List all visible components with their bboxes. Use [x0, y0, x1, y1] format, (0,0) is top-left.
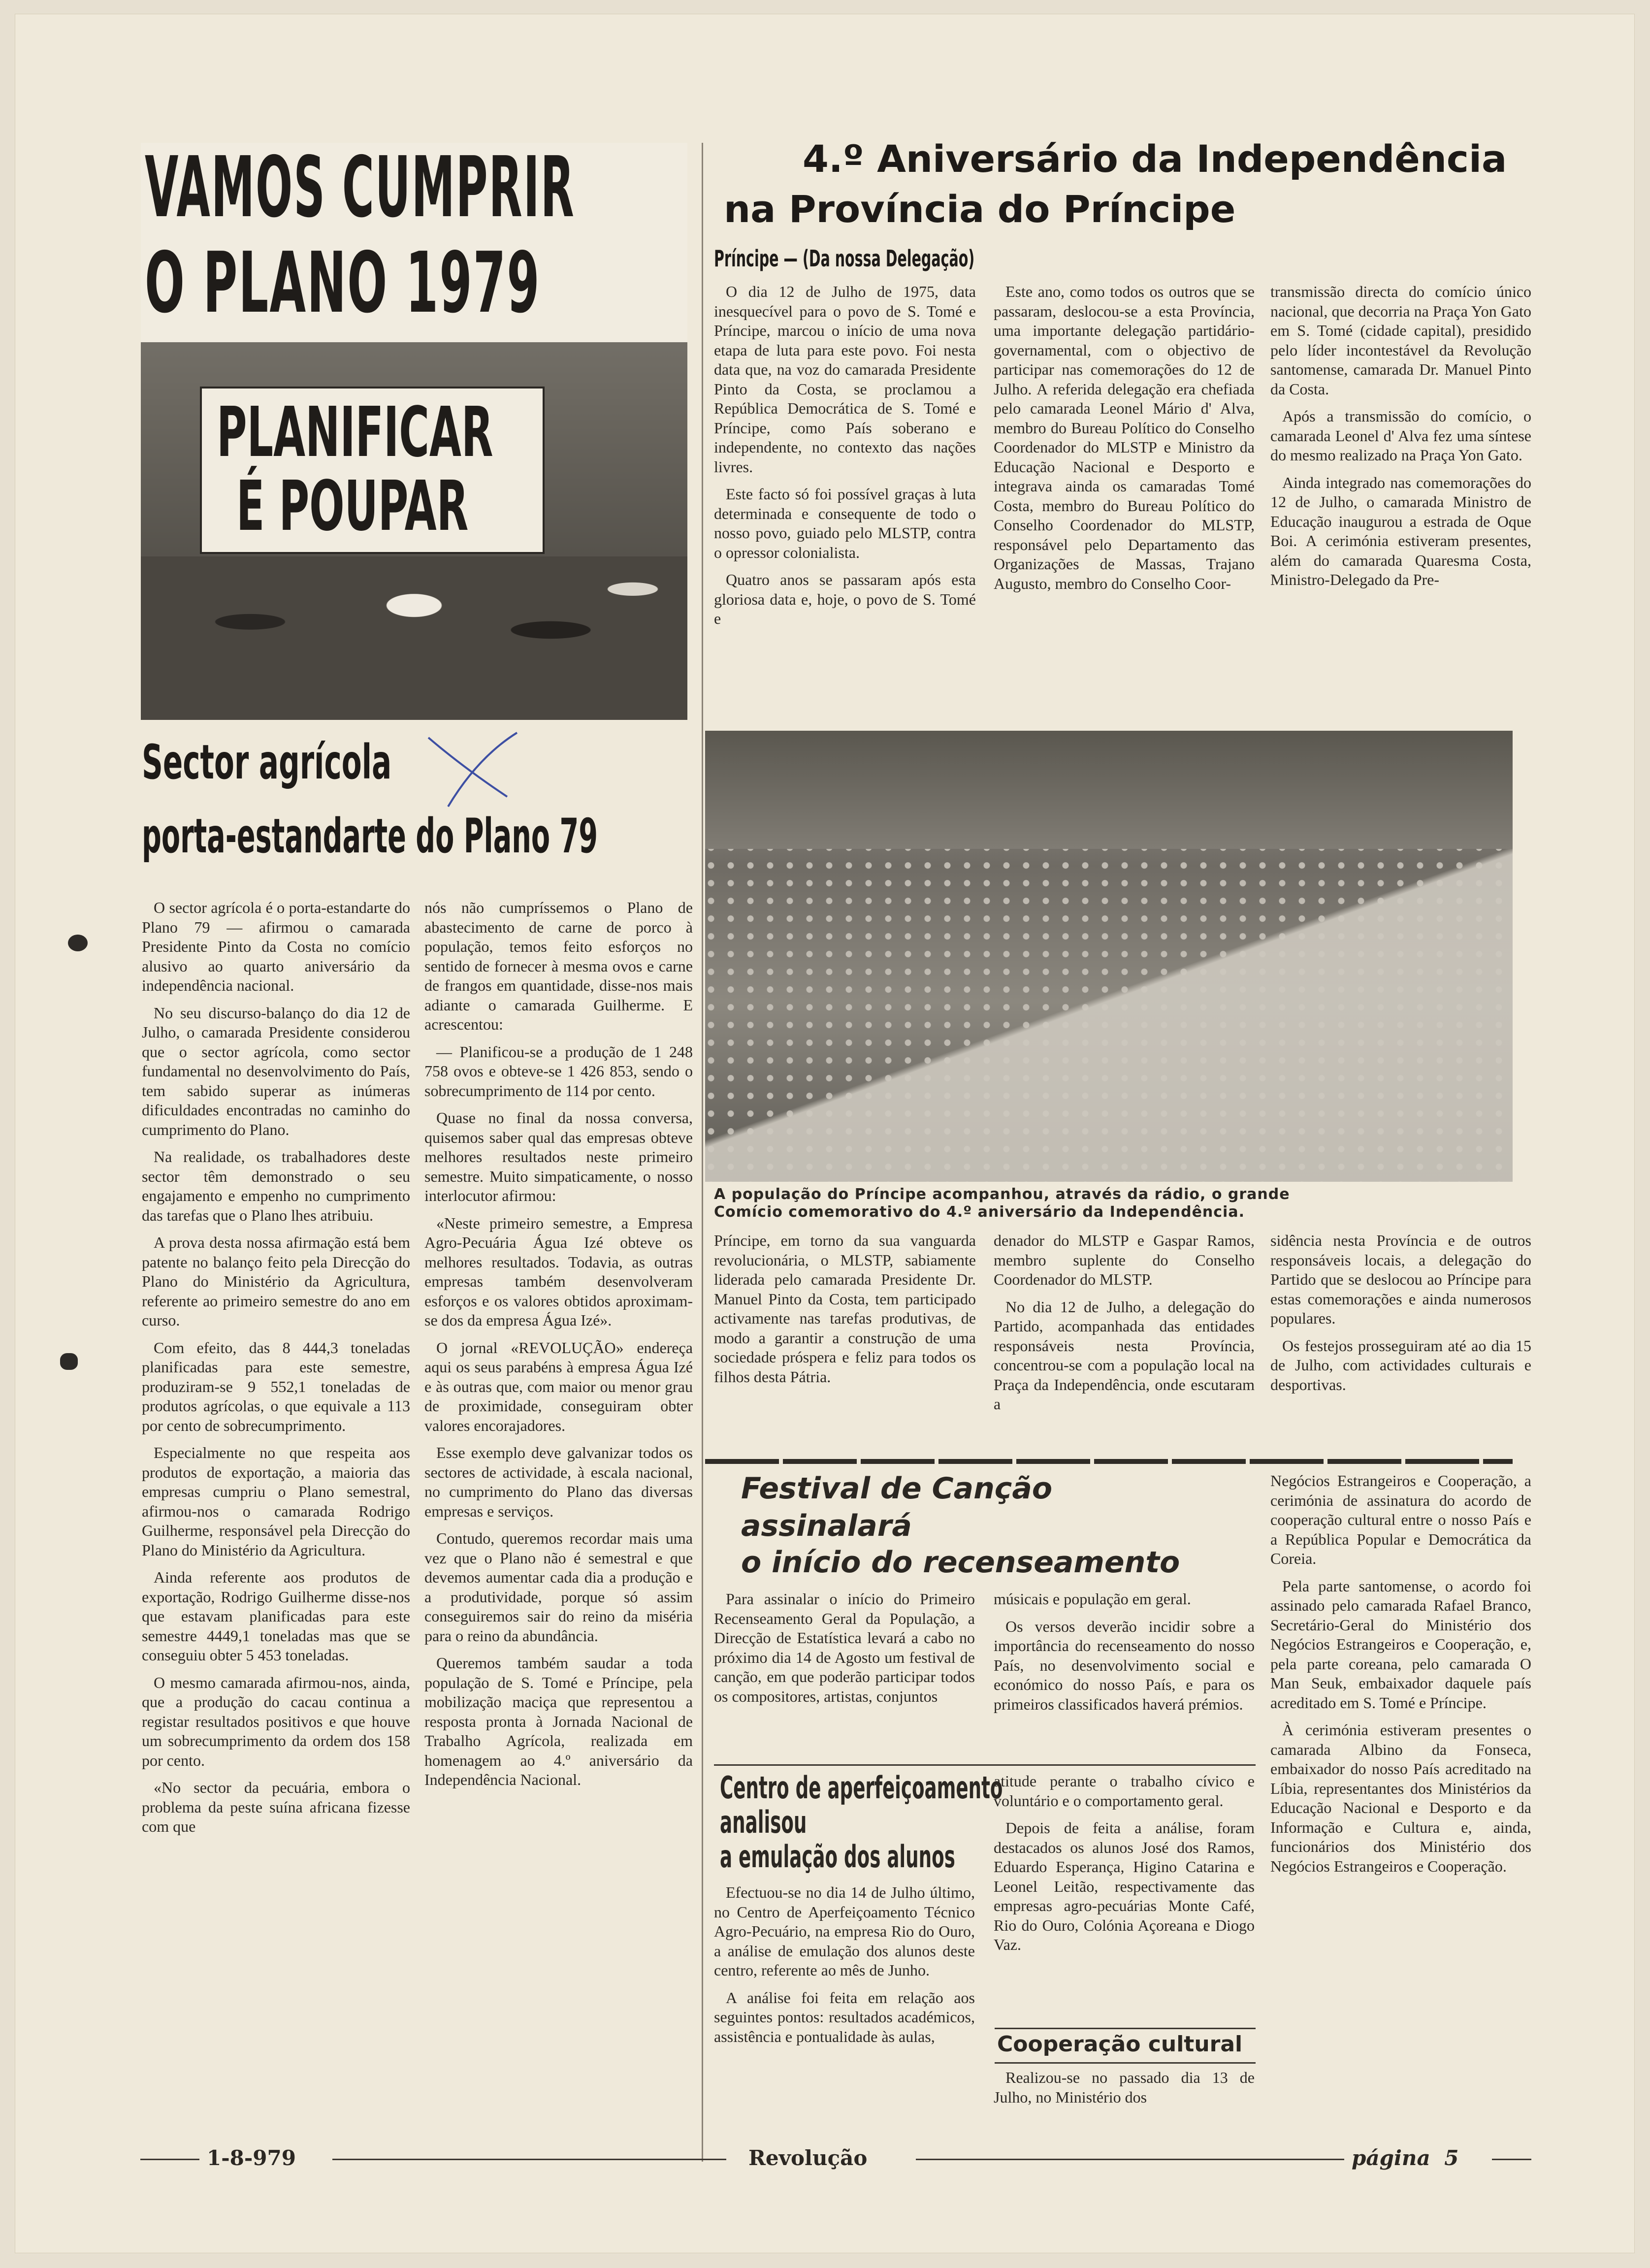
festival-headline-line2: assinalará	[741, 1509, 912, 1543]
binding-hole-lower	[60, 1353, 78, 1370]
sector-headline-line2: porta-estandarte do Plano 79	[142, 809, 598, 864]
footer-page-word: página	[1352, 2146, 1430, 2170]
newspaper-page	[15, 14, 1635, 2253]
paragraph: A análise foi feita em relação aos seguintes pontos: resultados académicos, assistência e pontualidade às aulas,	[714, 1988, 975, 2045]
aniversario-headline-line1: 4.º Aniversário da Independência	[803, 137, 1507, 181]
aniversario-bottom-column-2	[994, 1231, 1255, 1422]
photo-caption-line1: A população do Príncipe acompanhou, através da rádio, o grande	[714, 1186, 1290, 1203]
paragraph: Quase no final da nossa conversa, quisemos saber qual das empresas obteve melhores resultados neste primeiro semestre. Muito simpaticamente, o nosso interlocutor afirmou:	[424, 1109, 693, 1204]
aniversario-column-3	[1270, 282, 1531, 598]
centro-headline-line3: a emulação dos alunos	[720, 1839, 955, 1875]
cooperacao-column-right	[1270, 1471, 1531, 1884]
festival-headline-line1: Festival de Canção	[741, 1471, 1053, 1506]
paragraph: A prova desta nossa afirmação está bem patente no balanço feito pela Direcção do Plano do Ministério da Agricultura, referente ao primeiro semestre do ano em curso.	[142, 1233, 410, 1329]
paragraph: Para assinalar o início do Primeiro Recenseamento Geral da População, a Direcção de Estatística levará a cabo no próximo dia 14 de Agosto um festival de canção, em que poderão participar todos os compositores, artistas, conjuntos	[714, 1590, 975, 1705]
paragraph: Realizou-se no passado dia 13 de Julho, no Ministério dos	[994, 2069, 1255, 2106]
sector-column-2	[424, 898, 693, 1798]
festival-column-1	[714, 1589, 975, 1714]
paragraph: transmissão directa do comício único nacional, que decorria na Praça Yon Gato em S. Tomé (cidade capital), presidido pelo líder incontestável da Revolução santomense, camarada Dr. Manuel Pinto da Costa.	[1270, 283, 1531, 398]
photo-caption-line2: Comício comemorativo do 4.º aniversário da Independência.	[714, 1203, 1245, 1221]
cooperacao-rule-bottom	[995, 2062, 1256, 2064]
paragraph: nós não cumpríssemos o Plano de abastecimento de carne de porco à população, temos feito esforços no sentido de fornecer à mesma ovos e carne de frangos em quantidade, disse-nos mais adiante o camarada Guilherme. E acrescentou:	[424, 899, 693, 1033]
paragraph: No seu discurso-balanço do dia 12 de Julho, o camarada Presidente considerou que o sector agrícola, como sector fundamental no desenvolvimento do País, tem sabido superar as inúmeras dificuldades encontradas no caminho do cumprimento do Plano.	[142, 1004, 410, 1138]
cooperacao-headline: Cooperação cultural	[997, 2032, 1243, 2057]
paragraph: — Planificou-se a produção de 1 248 758 ovos e obteve-se 1 426 853, sendo o sobrecumprimento de 114 por cento.	[424, 1042, 693, 1100]
section-rule	[705, 1459, 1513, 1464]
paragraph: Os versos deverão incidir sobre a importância do recenseamento do nosso País, no desenvolvimento social e económico do nosso País, e para os primeiros classificados haverá prémios.	[994, 1617, 1255, 1713]
festival-headline-line3: o início do recenseamento	[741, 1545, 1180, 1580]
column-divider	[702, 143, 703, 2162]
crowd-silhouettes	[141, 556, 687, 720]
festival-rule	[714, 1764, 1256, 1766]
paragraph: O jornal «REVOLUÇÃO» endereça aqui os seus parabéns à empresa Água Izé e às outras que, com maior ou menor grau de proximidade, conseguiram obter valores encorajadores.	[424, 1338, 693, 1434]
aniversario-bottom-column-3	[1270, 1231, 1531, 1402]
paragraph: Efectuou-se no dia 14 de Julho último, no Centro de Aperfeiçoamento Técnico Agro-Pecuário, na empresa Rio do Ouro, a análise de emulação dos alunos deste centro, referente ao mês de Junho.	[714, 1883, 975, 1979]
footer-paper-name: Revolução	[748, 2146, 868, 2170]
festival-column-2	[994, 1589, 1255, 1722]
centro-column-2	[994, 1772, 1255, 1963]
cooperacao-rule-top	[995, 2028, 1256, 2029]
sign-vamos-cumprir	[141, 143, 687, 342]
paragraph: Príncipe, em torno da sua vanguarda revolucionária, o MLSTP, sabiamente liderada pelo camarada Presidente Dr. Manuel Pinto da Costa, tem participado activamente nas tarefas produtivas, de modo a garantir a construção de uma sociedade próspera e feliz para todos os filhos desta Pátria.	[714, 1231, 976, 1386]
paragraph: Quatro anos se passaram após esta gloriosa data e, hoje, o povo de S. Tomé e	[714, 571, 976, 627]
footer-date: 1-8-979	[207, 2146, 296, 2170]
photo-demonstration-signs	[141, 143, 687, 720]
sign-mid-line1: PLANIFICAR	[217, 392, 493, 473]
paragraph: Pela parte santomense, o acordo foi assinado pelo camarada Rafael Branco, Secretário-Geral do Ministério dos Negócios Estrangeiros e Cooperação, e, pela parte coreana, pelo camarada O Man Seuk, embaixador daquele país acreditado em S. Tomé e Príncipe.	[1270, 1577, 1531, 1712]
paragraph: À cerimónia estiveram presentes o camarada Albino da Fonseca, embaixador do nosso País acreditado na Líbia, representantes dos Ministérios da Educação Nacional e Desporto e da Informação e Cultura e, ainda, funcionários dos Ministério dos Negócios Estrangeiros e Cooperação.	[1270, 1721, 1531, 1875]
footer-page-label	[1352, 2146, 1459, 2170]
paragraph: músicais e população em geral.	[994, 1590, 1191, 1608]
footer-line-left	[140, 2159, 199, 2160]
footer-line-right	[1492, 2159, 1531, 2160]
sign-top-line1: VAMOS CUMPRIR	[145, 143, 575, 236]
paragraph: «No sector da pecuária, embora o problema da peste suína africana fizesse com que	[142, 1779, 410, 1835]
centro-headline-line2: analisou	[720, 1804, 807, 1840]
paragraph: O mesmo camarada afirmou-nos, ainda, que a produção do cacau continua a registar resultados positivos e que houve um sobrecumprimento da ordem dos 158 por cento.	[142, 1673, 410, 1769]
paragraph: Este ano, como todos os outros que se passaram, deslocou-se a esta Província, uma importante delegação partidário-governamental, com o objectivo de participar nas comemorações do 12 de Julho. A referida delegação era chefiada pelo camarada Leonel Mário d' Alva, membro do Bureau Político do Conselho Coordenador do MLSTP e Ministro da Educação Nacional e Desporto e integrava ainda os camaradas Tomé Costa, membro do Bureau Político do Conselho Coordenador do MLSTP, responsável pelo Departamento das Organizações de Massas, Trajano Augusto, membro do Conselho Coor-	[994, 283, 1255, 592]
paragraph: Este facto só foi possível graças à luta determinada e consequente de todo o nosso povo, guiado pelo MLSTP, contra o opressor colonialista.	[714, 485, 976, 561]
cooperacao-column-mid	[994, 2068, 1255, 2115]
sector-headline-line1: Sector agrícola	[142, 735, 392, 790]
centro-column-1	[714, 1883, 975, 2054]
paragraph: atitude perante o trabalho cívico e voluntário e o comportamento geral.	[994, 1772, 1255, 1810]
handwritten-mark-x	[419, 723, 527, 811]
aniversario-bottom-column-1	[714, 1231, 976, 1394]
paragraph: Ainda integrado nas comemorações do 12 de Julho, o camarada Ministro de Educação inaugurou a estrada de Oque Boi. A cerimónia estiveram presentes, além do camarada Quaresma Costa, Ministro-Delegado da Pre-	[1270, 473, 1531, 588]
sign-planificar	[200, 387, 545, 554]
paragraph: sidência nesta Província e de outros responsáveis locais, a delegação do Partido que se deslocou ao Príncipe para estas comemorações e ainda numerosos populares.	[1270, 1231, 1531, 1327]
aniversario-column-1	[714, 282, 976, 637]
aniversario-headline-line2: na Província do Príncipe	[724, 187, 1236, 231]
paragraph: Queremos também saudar a toda população de S. Tomé e Príncipe, pela mobilização maciça que representou a resposta pronta à Jornada Nacional de Trabalho Agrícola, realizada em homenagem ao 4.º aniversário da Independência Nacional.	[424, 1654, 693, 1788]
photo-trees	[705, 731, 1513, 849]
paragraph: Contudo, queremos recordar mais uma vez que o Plano não é semestral e que devemos aumentar cada dia a produção e a produtividade, porque só assim conseguiremos sair do reino da miséria para o reino da abundância.	[424, 1529, 693, 1645]
footer-page-number: 5	[1444, 2146, 1459, 2170]
paragraph: Os festejos prosseguiram até ao dia 15 de Julho, com actividades culturais e desportivas.	[1270, 1336, 1531, 1393]
paragraph: O sector agrícola é o porta-estandarte do Plano 79 — afirmou o camarada Presidente Pinto da Costa no comício alusivo ao quarto aniversário da independência nacional.	[142, 899, 410, 994]
paragraph: «Neste primeiro semestre, a Empresa Agro-Pecuária Água Izé obteve os melhores resultados. Todavia, as outras empresas também desenvolveram esforços e os valores obtidos aproximam-se dos da empresa Água Izé».	[424, 1214, 693, 1329]
paragraph: Depois de feita a análise, foram destacados os alunos José dos Ramos, Eduardo Esperança, Higino Catarina e Leonel Leitão, respectivamente das empresas agro-pecuárias Monte Café, Rio do Ouro, Colónia Açoreana e Diogo Vaz.	[994, 1819, 1255, 1953]
sign-top-line2: O PLANO 1979	[145, 234, 541, 332]
footer-line-mid-left	[332, 2159, 726, 2160]
aniversario-column-2	[994, 282, 1255, 601]
centro-headline-line1: Centro de aperfeiçoamento	[720, 1770, 1003, 1806]
paragraph: Ainda referente aos produtos de exportação, Rodrigo Guilherme disse-nos que estavam planificadas para este semestre 4449,1 toneladas mas que se conseguiu obter 5 453 toneladas.	[142, 1568, 410, 1664]
aniversario-dateline: Príncipe — (Da nossa Delegação)	[714, 245, 975, 272]
paragraph: Negócios Estrangeiros e Cooperação, a cerimónia de assinatura do acordo de cooperação cultural entre o nosso País e a República Popular e Democrática da Coreia.	[1270, 1472, 1531, 1567]
footer-line-mid-right	[916, 2159, 1344, 2160]
photo-crowd-principe	[705, 731, 1513, 1182]
paragraph: Com efeito, das 8 444,3 toneladas planificadas para este semestre, produziram-se 9 552,1 toneladas de produtos agrícolas, o que equivale a 113 por cento de sobrecumprimento.	[142, 1338, 410, 1434]
paragraph: Na realidade, os trabalhadores deste sector têm demonstrado o seu engajamento e empenho no cumprimento das tarefas que o Plano lhes atribuiu.	[142, 1148, 410, 1224]
paragraph: No dia 12 de Julho, a delegação do Partido, acompanhada das entidades responsáveis nesta Província, concentrou-se com a população local na Praça da Independência, onde escutaram a	[994, 1297, 1255, 1413]
paragraph: O dia 12 de Julho de 1975, data inesquecível para o povo de S. Tomé e Príncipe, marcou o início de uma nova etapa de luta para este povo. Foi nesta data que, na voz do camarada Presidente Pinto da Costa, se proclamou a República Democrática de S. Tomé e Príncipe, como País soberano e independente, no contexto das nações livres.	[714, 283, 976, 476]
sector-column-1	[142, 898, 410, 1845]
paragraph: Especialmente no que respeita aos produtos de exportação, a maioria das empresas cumpriu o Plano semestral, afirmou-nos o camarada Rodrigo Guilherme, responsável pela Direcção do Plano do Ministério da Agricultura.	[142, 1444, 410, 1559]
sign-mid-line2: É POUPAR	[236, 466, 469, 547]
paragraph: denador do MLSTP e Gaspar Ramos, membro suplente do Conselho Coordenador do MLSTP.	[994, 1231, 1255, 1288]
binding-hole-upper	[68, 935, 88, 951]
paragraph: Após a transmissão do comício, o camarada Leonel d' Alva fez uma síntese do mesmo realizado na Praça Yon Gato.	[1270, 407, 1531, 464]
paragraph: Esse exemplo deve galvanizar todos os sectores de actividade, à escala nacional, no cumprimento do Plano das diversas empresas e serviços.	[424, 1444, 693, 1520]
